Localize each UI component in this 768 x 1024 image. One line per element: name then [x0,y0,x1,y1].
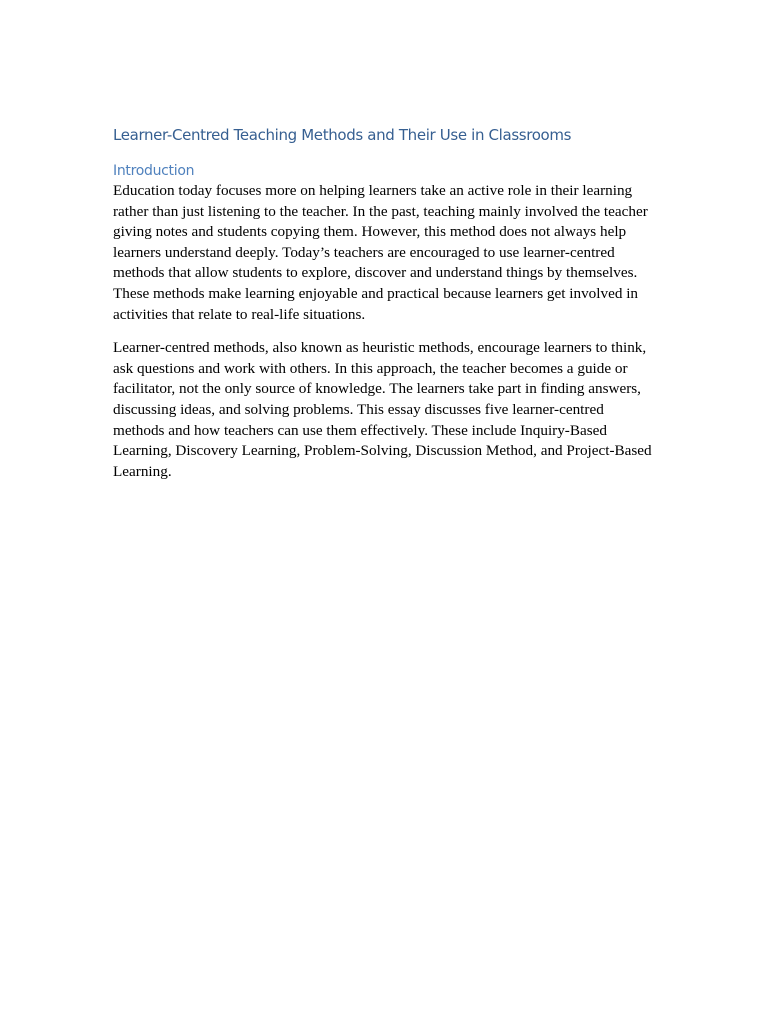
paragraph: Learner-centred methods, also known as heuristic methods, encourage learners to think, ask questions and work with others. In this approach, the teacher becomes a guide or facilitator, not the only source of knowledge. The learners take part in finding answers, discussing ideas, and solving problems. This essay discusses five learner-centred methods and how teachers can use them effectively. These include Inquiry-Based Learning, Discovery Learning, Problem-Solving, Discussion Method, and Project-Based Learning. [113,339,652,480]
section-heading-introduction: Introduction [113,163,195,179]
page-content [113,124,658,482]
paragraph: Education today focuses more on helping learners take an active role in their learning rather than just listening to the teacher. In the past, teaching mainly involved the teacher giving notes and students copying them. However, this method does not always help learners understand deeply. Today’s teachers are encouraged to use learner-centred methods that allow students to explore, discover and understand things by themselves. These methods make learning enjoyable and practical because learners get involved in activities that relate to real-life situations. [113,182,648,323]
document-title: Learner-Centred Teaching Methods and Their Use in Classrooms [113,126,572,144]
